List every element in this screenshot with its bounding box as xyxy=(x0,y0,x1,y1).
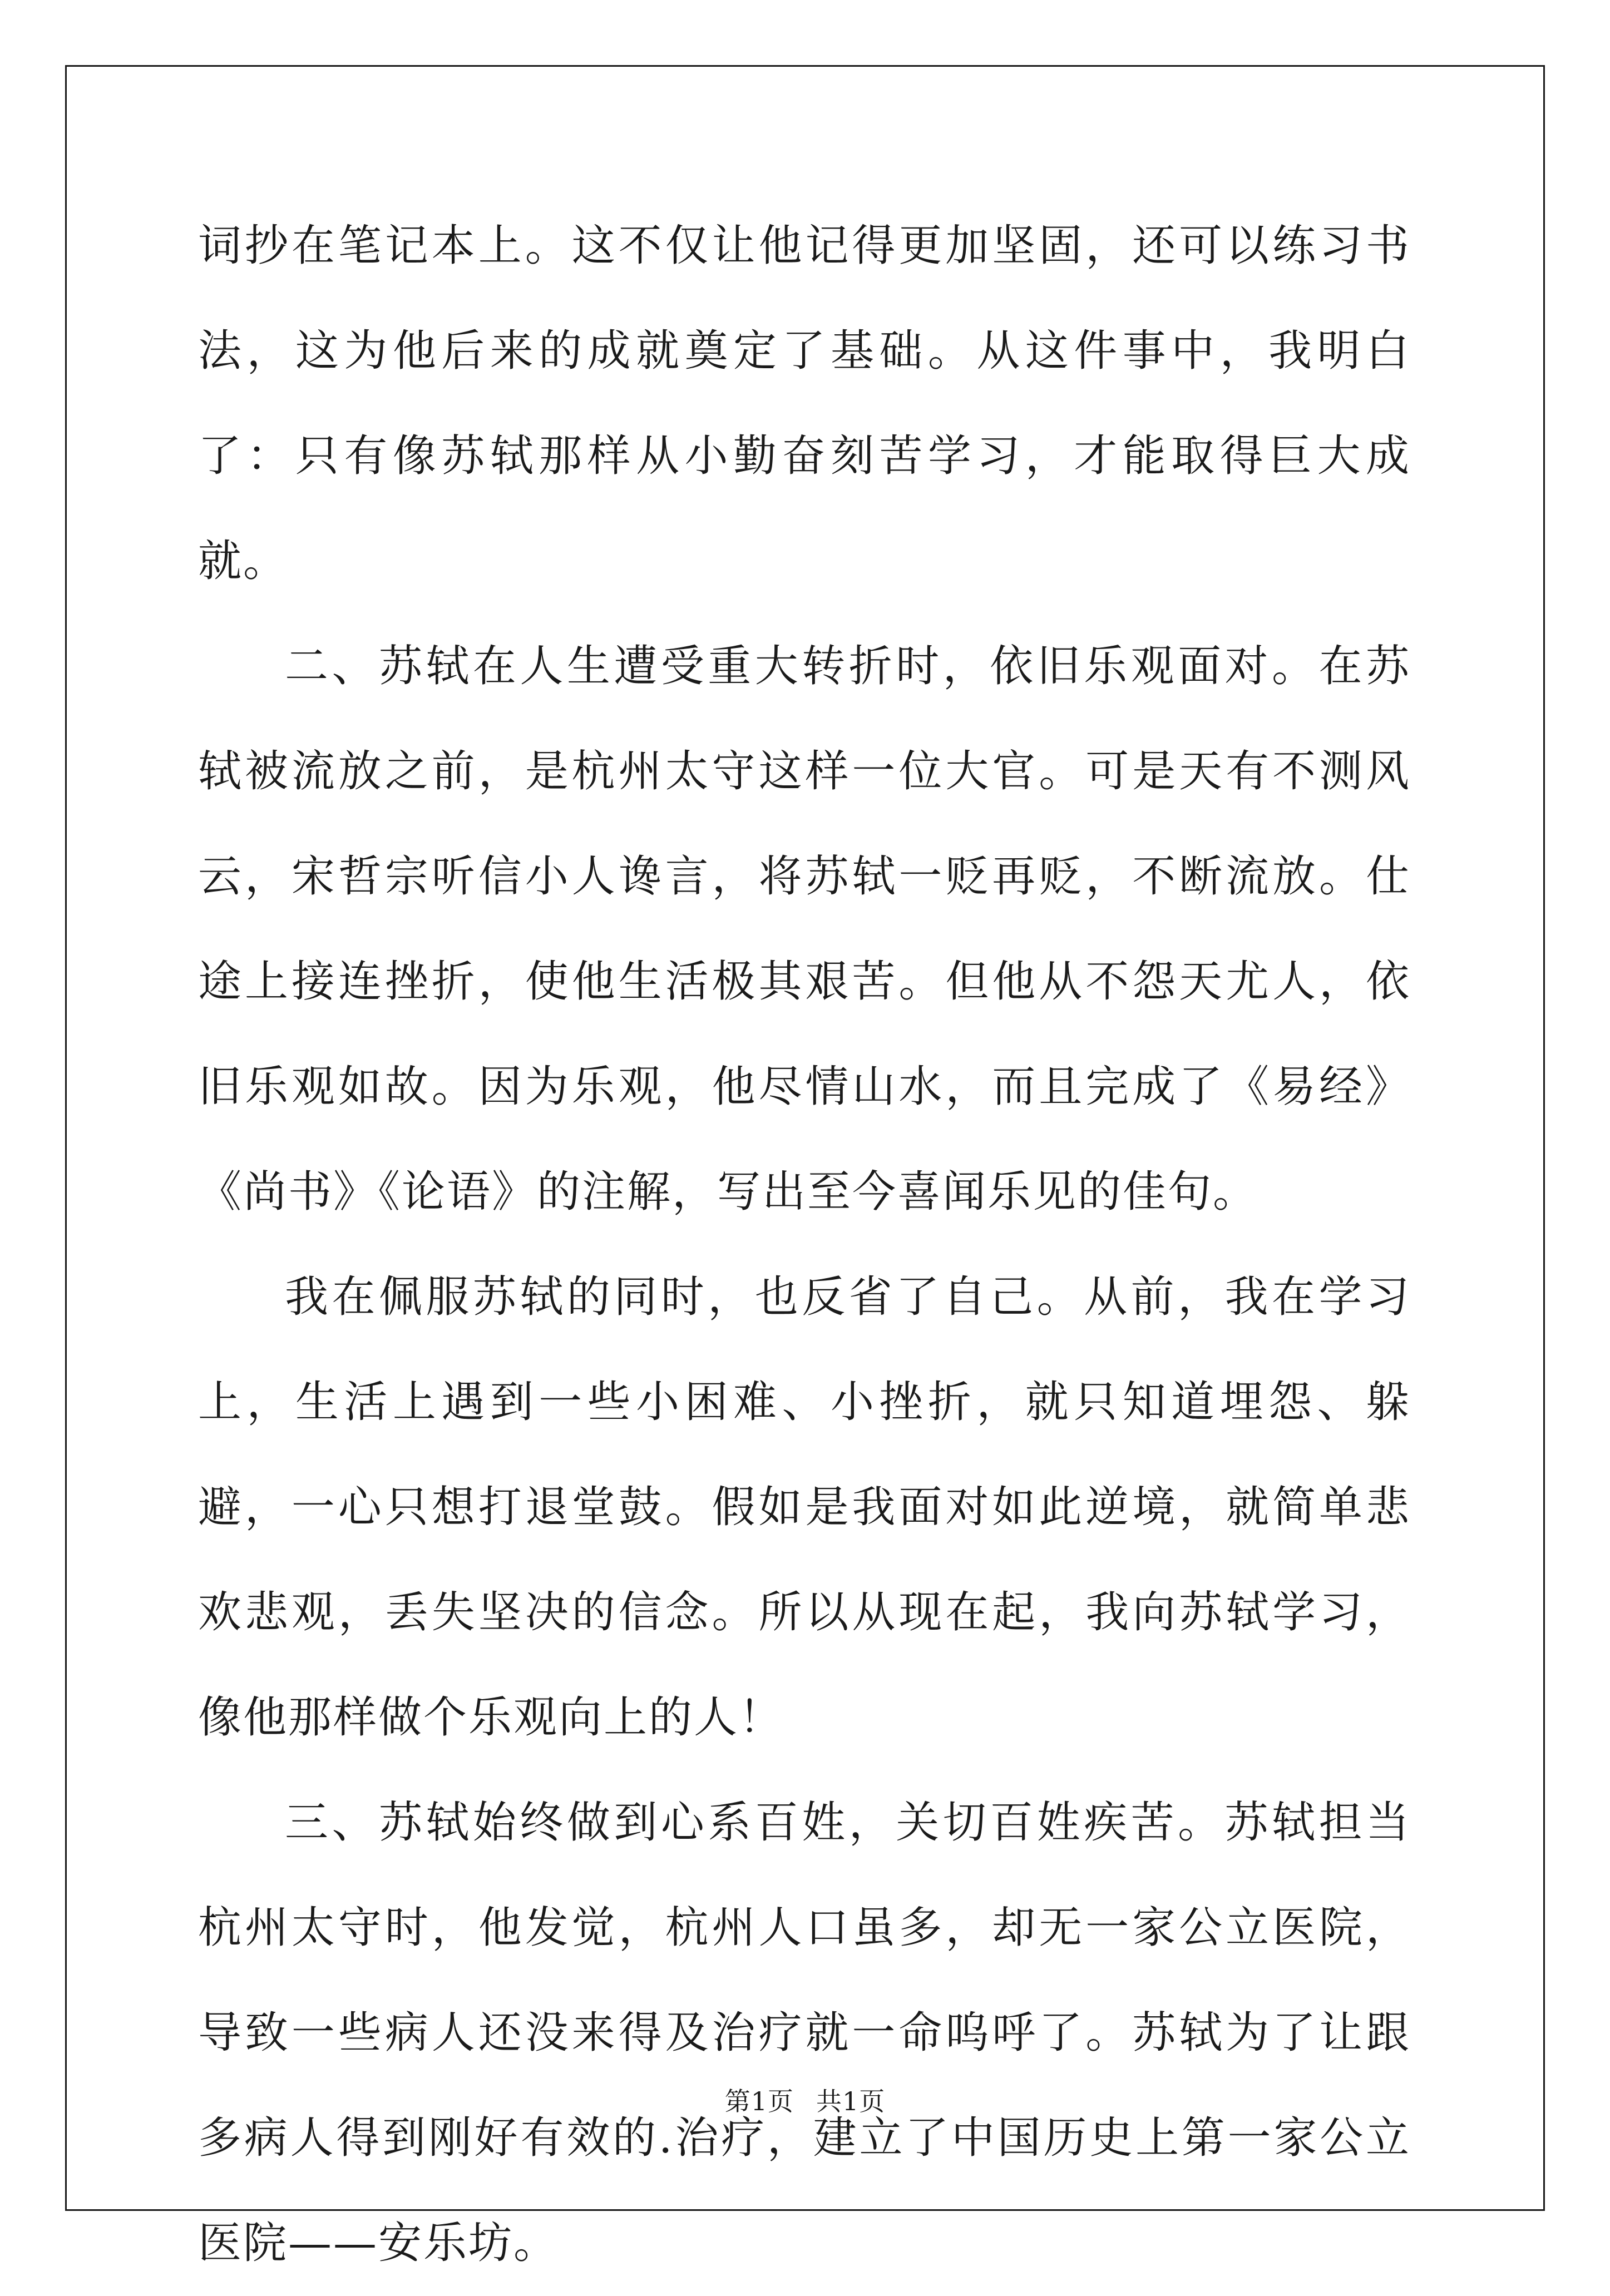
paragraph-4: 三、苏轼始终做到心系百姓，关切百姓疾苦。苏轼担当杭州太守时，他发觉，杭州人口虽多，却无一家公立医院，导致一些病人还没来得及治疗就一命呜呼了。苏轼为了让跟多病人得到刚好有效的.治疗，建立了中国历史上第一家公立医院——安乐坊。 xyxy=(198,1798,1411,2268)
paragraph-1: 词抄在笔记本上。这不仅让他记得更加坚固，还可以练习书法，这为他后来的成就奠定了基础。从这件事中，我明白了：只有像苏轼那样从小勤奋刻苦学习，才能取得巨大成就。 xyxy=(198,221,1411,586)
page-footer xyxy=(0,2081,1610,2118)
paragraph-3: 我在佩服苏轼的同时，也反省了自己。从前，我在学习上，生活上遇到一些小困难、小挫折，就只知道埋怨、躲避，一心只想打退堂鼓。假如是我面对如此逆境，就简单悲欢悲观，丢失坚决的信念。所以从现在起，我向苏轼学习，像他那样做个乐观向上的人！ xyxy=(198,1272,1411,1743)
page-number: 第1页 xyxy=(724,2086,794,2116)
page-total: 共1页 xyxy=(816,2086,886,2116)
document-body xyxy=(198,194,1411,2296)
paragraph-2: 二、苏轼在人生遭受重大转折时，依旧乐观面对。在苏轼被流放之前，是杭州太守这样一位大官。可是天有不测风云，宋哲宗听信小人谗言，将苏轼一贬再贬，不断流放。仕途上接连挫折，使他生活极其艰苦。但他从不怨天尤人，依旧乐观如故。因为乐观，他尽情山水，而且完成了《易经》《尚书》《论语》的注解，写出至今喜闻乐见的佳句。 xyxy=(198,641,1411,1217)
